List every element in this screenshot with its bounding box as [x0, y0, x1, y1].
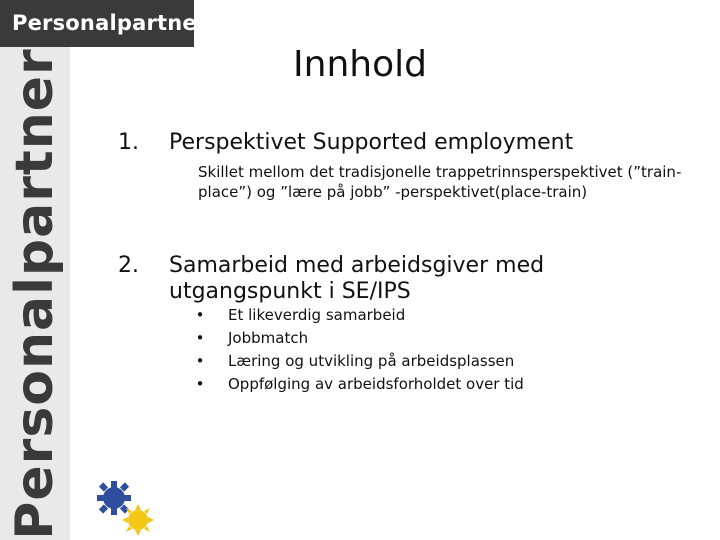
slide-title-text: Innhold: [293, 44, 427, 85]
bullet-text: Jobbmatch: [228, 329, 309, 347]
item-number-2: 2.: [118, 253, 139, 278]
bullet-text: Læring og utvikling på arbeidsplassen: [228, 352, 515, 370]
bullet-dot-icon: •: [195, 375, 205, 393]
item-sub-1: Skillet mellom det tradisjonelle trappetrinnsperspektivet (”train-place”) og ”lære på jobb” -perspektivet(place-train): [198, 163, 682, 201]
vertical-brand-text: Personalpartner: [5, 47, 65, 540]
bullet-dot-icon: •: [195, 306, 205, 324]
sun-icon: [122, 504, 154, 536]
bullet-dot-icon: •: [195, 352, 205, 370]
bullet-dot-icon: •: [195, 329, 205, 347]
bullet-text: Oppfølging av arbeidsforholdet over tid: [228, 375, 524, 393]
item-text-1: Perspektivet Supported employment: [169, 130, 574, 155]
bullet-text: Et likeverdig samarbeid: [228, 306, 406, 324]
side-brand-strip: [0, 47, 70, 540]
gear-and-sun-logo-icon: [92, 478, 162, 538]
brand-banner: [0, 0, 208, 47]
gear-icon: [97, 481, 131, 515]
brand-banner-text: Personalpartner: [12, 11, 208, 35]
item-text-2: Samarbeid med arbeidsgiver med utgangspunkt i SE/IPS: [169, 253, 545, 304]
slide-title: [0, 44, 720, 85]
item-number-1: 1.: [118, 130, 139, 155]
